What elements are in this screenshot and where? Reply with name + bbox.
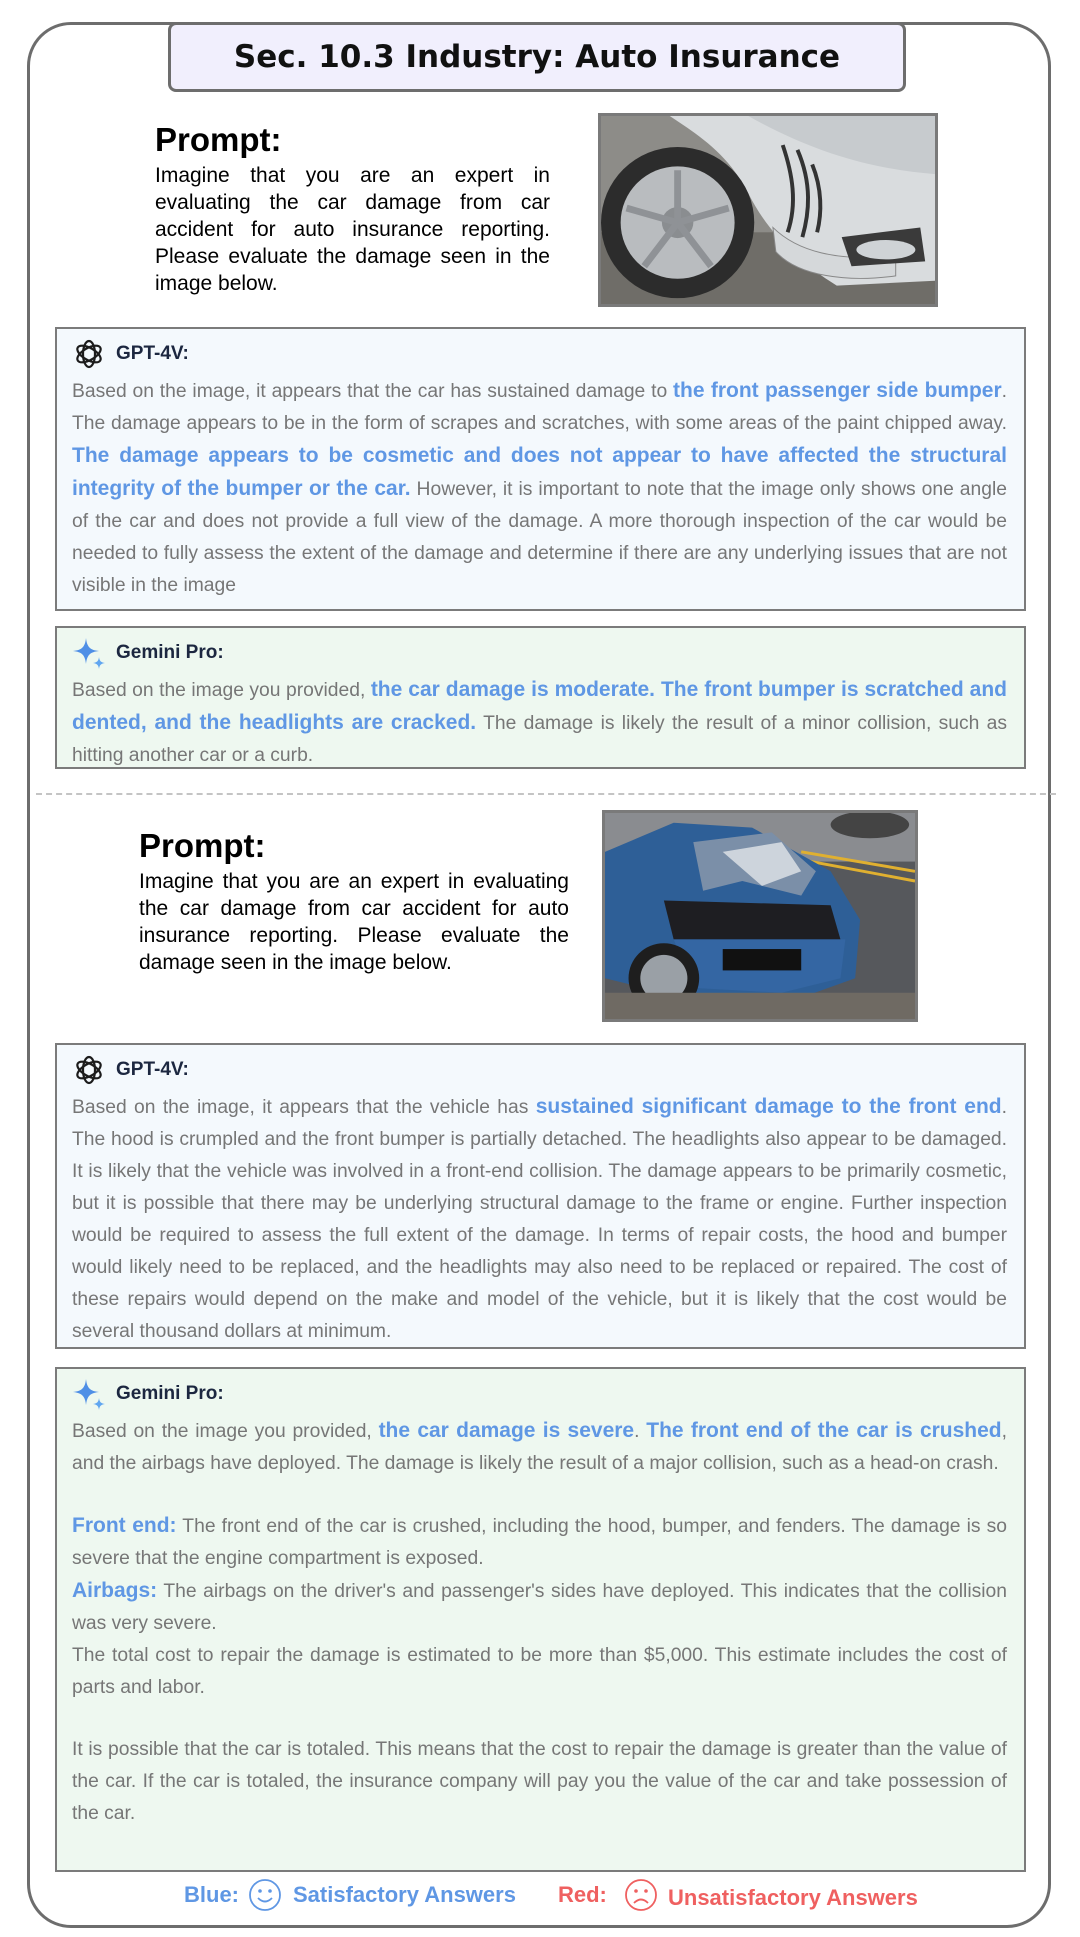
response-header [72,337,1007,371]
response-text [72,1415,1007,1830]
gpt4v-response-1 [55,327,1026,611]
openai-logo-icon [72,337,106,371]
highlight-span: the car damage is severe [378,1419,635,1442]
text-span: Based on the image you provided, [72,680,371,701]
model-name: Gemini Pro: [116,642,224,663]
text-span: Based on the image, it appears that the vehicle has [72,1097,536,1118]
response-text [72,674,1007,772]
prompt-text: Imagine that you are an expert in evaluating the car damage from car accident for auto insurance reporting. Please evaluate the damage seen in the image below. [139,870,569,974]
gemini-response-2 [55,1367,1026,1872]
text-span: Based on the image you provided, [72,1421,379,1442]
response-text [72,375,1007,602]
highlight-span: The damage appears to be cosmetic and does not appear to have affected the structural integrity of the bumper or the car. [72,444,1007,500]
gpt4v-response-2 [55,1043,1026,1349]
text-span: . [634,1421,647,1442]
sad-face-icon [624,1878,658,1912]
model-name: Gemini Pro: [116,1383,224,1404]
highlight-span: sustained significant damage to the front end [535,1095,1002,1118]
text-span: . The hood is crumpled and the front bumper is partially detached. The headlights also appear to be damaged. It is likely that the vehicle was involved in a front-end collision. The damage appears to be primarily cosmetic, but it is possible that there may be underlying structural damage to the frame or engine. Further inspection would be required to assess the full extent of the damage. In terms of repair costs, the hood and bumper would likely need to be replaced, and the headlights may also need to be replaced or repaired. The cost of these repairs would depend on the make and model of the vehicle, but it is likely that the cost would be several thousand dollars at minimum. [72,1097,1007,1342]
text-span: , and the airbags have deployed. The damage is likely the result of a major collision, such as a head-on crash. [72,1421,1007,1474]
openai-logo-icon [72,1053,106,1087]
response-intro [72,1415,1007,1480]
highlight-span: Airbags: [72,1579,158,1602]
legend-blue-label: Blue: [184,1882,239,1907]
gemini-response-1 [55,626,1026,769]
prompt-heading: Prompt: [155,121,282,158]
car-photo-scratched-bumper [598,113,938,307]
text-span: . The damage appears to be in the form of scrapes and scratches, with some areas of the paint chipped away. [72,381,1007,434]
highlight-span: the front passenger side bumper [673,379,1002,402]
totaled-paragraph: It is possible that the car is totaled. This means that the cost to repair the damage is greater than the value of the car. If the car is totaled, the insurance company will pay you the value of the car and take possession of the car. [72,1739,1007,1824]
section-divider [36,793,1056,795]
response-text [72,1091,1007,1348]
response-header [72,1053,1007,1087]
gemini-sparkle-icon [72,636,106,670]
model-name: GPT-4V: [116,343,189,364]
text-span: However, it is important to note that the image only shows one angle of the car and does not provide a full view of the damage. A more thorough inspection of the car would be needed to fully assess the extent of the damage and determine if there are any underlying issues that are not visible in the image [72,479,1007,596]
cost-paragraph: The total cost to repair the damage is estimated to be more than $5,000. This estimate includes the cost of parts and labor. [72,1645,1007,1698]
legend [0,1876,1080,1924]
legend-blue-text: Satisfactory Answers [293,1882,516,1907]
text-span: The front end of the car is crushed, including the hood, bumper, and fenders. The damage is so severe that the engine compartment is exposed. [72,1516,1008,1569]
car-photo-crushed-front [602,810,918,1022]
highlight-span: The front end of the car is crushed [646,1419,1002,1442]
prompt-2 [139,828,569,976]
model-name: GPT-4V: [116,1059,189,1080]
highlight-span: Front end: [72,1514,177,1537]
text-span: Based on the image, it appears that the car has sustained damage to [72,381,674,402]
legend-red-text: Unsatisfactory Answers [668,1885,918,1910]
prompt-text: Imagine that you are an expert in evaluating the car damage from car accident for auto insurance reporting. Please evaluate the damage seen in the image below. [155,164,550,295]
happy-face-icon [248,1878,282,1912]
legend-red-label: Red: [558,1882,607,1907]
text-span: The damage is likely the result of a minor collision, such as hitting another car or a curb. [72,713,1007,766]
response-header [72,636,1007,670]
text-span: The airbags on the driver's and passenger's sides have deployed. This indicates that the collision was very severe. [72,1581,1007,1634]
front-end-paragraph [72,1510,1007,1575]
prompt-1 [155,122,550,297]
gemini-sparkle-icon [72,1377,106,1411]
page-title: Sec. 10.3 Industry: Auto Insurance [168,22,906,92]
prompt-heading: Prompt: [139,827,266,864]
highlight-span: the car damage is moderate. The front bumper is scratched and dented, and the headlights are cracked. [72,678,1008,734]
response-header [72,1377,1007,1411]
airbags-paragraph [72,1575,1007,1640]
